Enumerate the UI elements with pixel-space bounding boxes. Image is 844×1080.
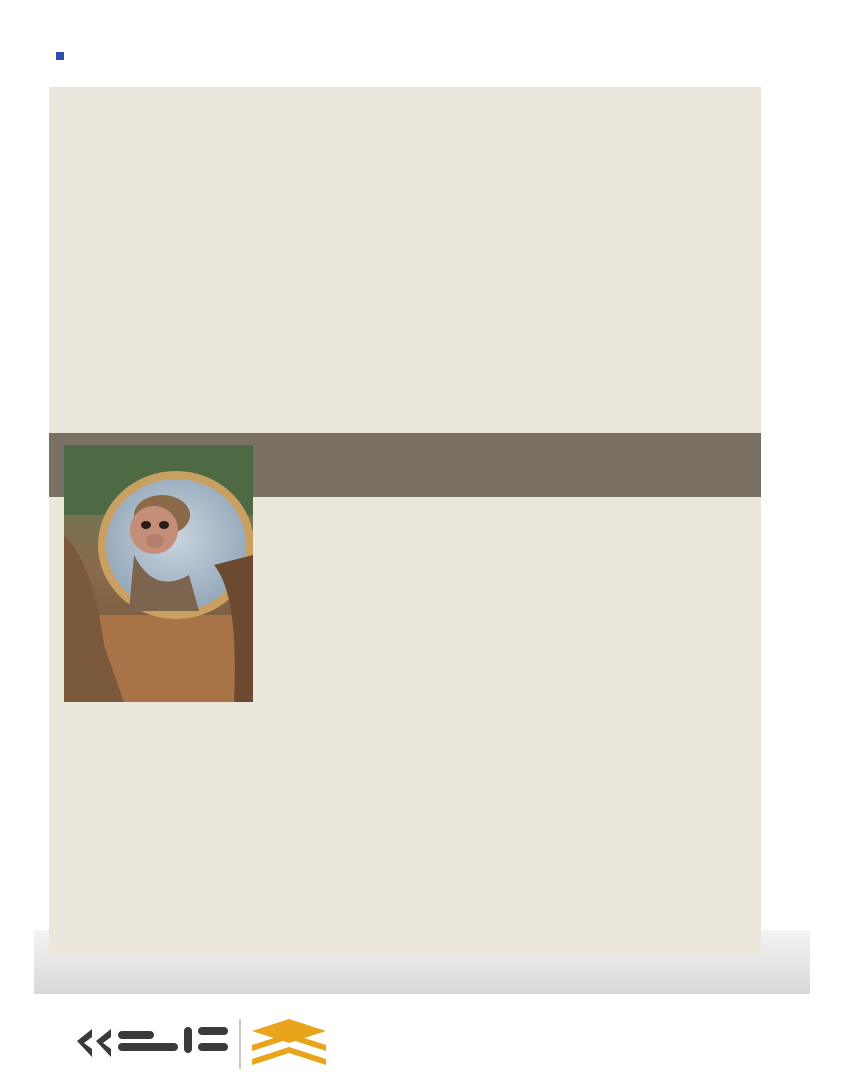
contents-panel: [49, 87, 761, 955]
setabook-logo-icon: [72, 1013, 337, 1073]
chapter-photo-monkey-mirror: [64, 445, 253, 702]
monkey-mirror-image: [64, 445, 253, 702]
store-footer: [0, 995, 844, 1080]
setabook-logo[interactable]: [72, 1013, 337, 1073]
running-head: [50, 48, 73, 63]
chapter-title[interactable]: [361, 441, 751, 465]
square-bullet-icon: [56, 52, 64, 60]
